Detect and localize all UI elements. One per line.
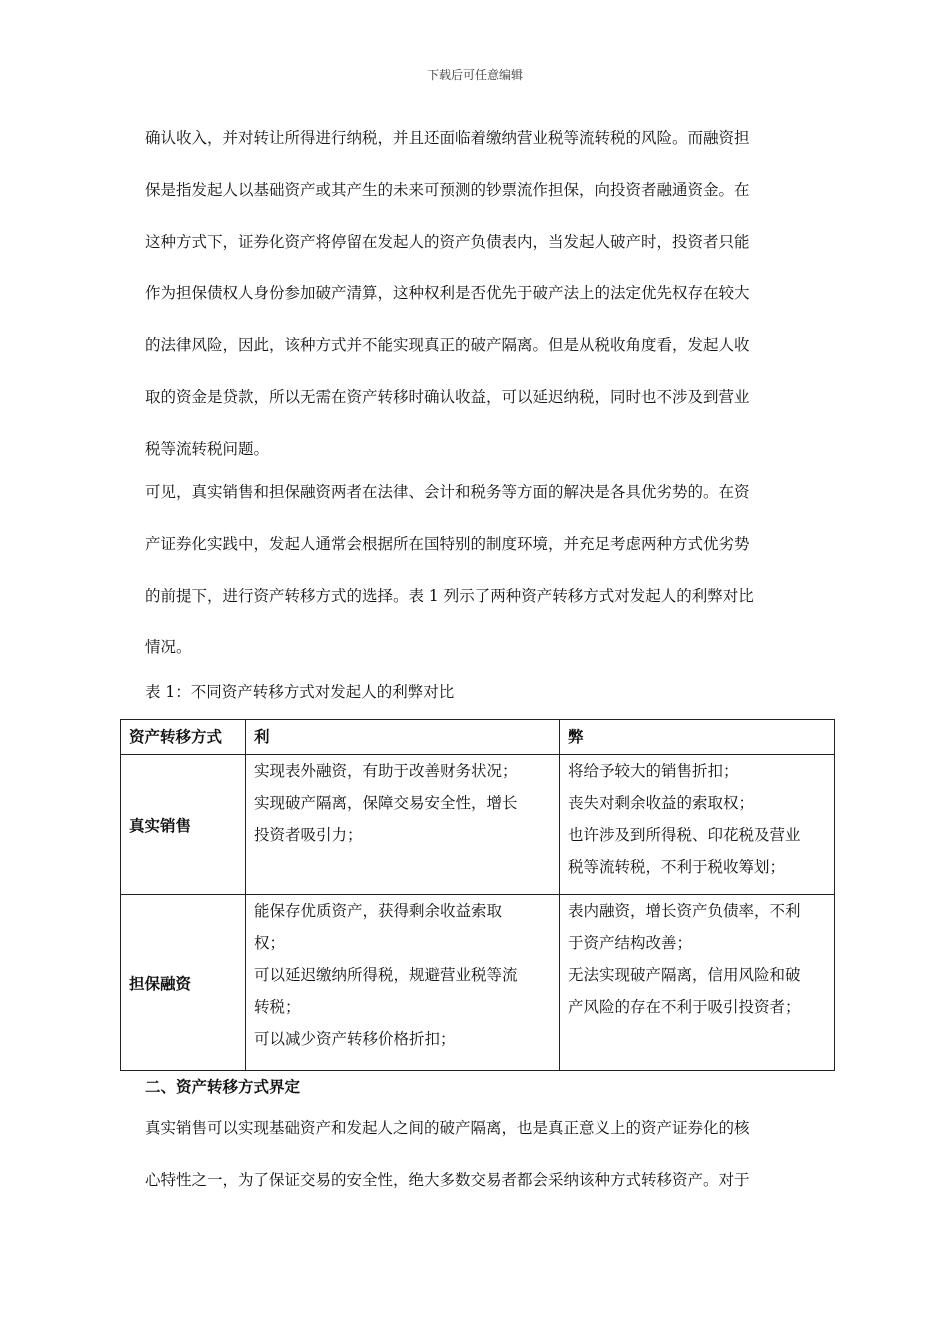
- paragraph-true-sale: [145, 1120, 810, 1224]
- cell-line: 丧失对剩余收益的索取权；: [568, 794, 755, 812]
- cell-line: 税等流转税，不利于税收筹划；: [568, 858, 786, 876]
- table-row: [121, 895, 835, 1071]
- text-line: 确认收入，并对转让所得进行纳税，并且还面临着缴纳营业税等流转税的风险。而融资担: [145, 129, 750, 147]
- table-caption: 表 1：不同资产转移方式对发起人的利弊对比: [145, 683, 455, 701]
- column-header-cons: 弊: [560, 720, 835, 755]
- text-line: 这种方式下，证券化资产将停留在发起人的资产负债表内，当发起人破产时，投资者只能: [145, 232, 750, 251]
- pros-cell: [246, 895, 560, 1071]
- section-heading: 二、资产转移方式界定: [145, 1077, 301, 1096]
- text-line: 产证券化实践中，发起人通常会根据所在国特别的制度环境，并充足考虑两种方式优劣势: [145, 534, 750, 553]
- pros-cell: [246, 755, 560, 895]
- text-line: 的法律风险，因此，该种方式并不能实现真正的破产隔离。但是从税收角度看，发起人收: [145, 336, 750, 355]
- cell-line: 转税；: [254, 998, 301, 1016]
- cell-line: 实现破产隔离，保障交易安全性，增长: [254, 794, 518, 812]
- paragraph-financing: [145, 130, 810, 493]
- text-line: 的前提下，进行资产转移方式的选择。表 1 列示了两种资产转移方式对发起人的利弊对比: [145, 586, 754, 605]
- table-row: [121, 755, 835, 895]
- cons-cell: [560, 895, 835, 1071]
- cell-line: 权；: [254, 934, 286, 952]
- cell-line: 也许涉及到所得税、印花税及营业: [568, 826, 801, 844]
- cell-line: 表内融资，增长资产负债率，不利: [568, 902, 801, 920]
- table-header-row: [121, 720, 835, 755]
- text-line: 取的资金是贷款，所以无需在资产转移时确认收益，可以延迟纳税，同时也不涉及到营业: [145, 387, 750, 406]
- cell-line: 实现表外融资，有助于改善财务状况；: [254, 762, 518, 780]
- cell-line: 可以减少资产转移价格折扣；: [254, 1030, 456, 1048]
- column-header-pros: 利: [246, 720, 560, 755]
- cons-cell: [560, 755, 835, 895]
- text-line: 真实销售可以实现基础资产和发起人之间的破产隔离，也是真正意义上的资产证券化的核: [145, 1119, 750, 1137]
- text-line: 作为担保债权人身份参加破产清算，这种权利是否优先于破产法上的法定优先权存在较大: [145, 284, 750, 303]
- cell-line: 投资者吸引力；: [254, 826, 363, 844]
- text-line: 可见，真实销售和担保融资两者在法律、会计和税务等方面的解决是各具优劣势的。在资: [145, 483, 750, 501]
- paragraph-comparison: [145, 484, 810, 691]
- cell-line: 无法实现破产隔离，信用风险和破: [568, 966, 801, 984]
- text-line: 情况。: [145, 638, 192, 657]
- cell-line: 能保存优质资产，获得剩余收益索取: [254, 902, 503, 920]
- row-label-true-sale: 真实销售: [121, 755, 246, 895]
- text-line: 心特性之一，为了保证交易的安全性，绝大多数交易者都会采纳该种方式转移资产。对于: [145, 1170, 750, 1189]
- cell-line: 可以延迟缴纳所得税，规避营业税等流: [254, 966, 518, 984]
- cell-line: 将给予较大的销售折扣；: [568, 762, 739, 780]
- column-header-method: 资产转移方式: [121, 720, 246, 755]
- text-line: 税等流转税问题。: [145, 439, 270, 458]
- page-header: 下载后可任意编辑: [426, 68, 523, 82]
- text-line: 保是指发起人以基础资产或其产生的未来可预测的钞票流作担保，向投资者融通资金。在: [145, 180, 750, 199]
- row-label-secured-financing: 担保融资: [121, 895, 246, 1071]
- cell-line: 产风险的存在不利于吸引投资者；: [568, 998, 801, 1016]
- cell-line: 于资产结构改善；: [568, 934, 693, 952]
- comparison-table: [120, 719, 835, 1071]
